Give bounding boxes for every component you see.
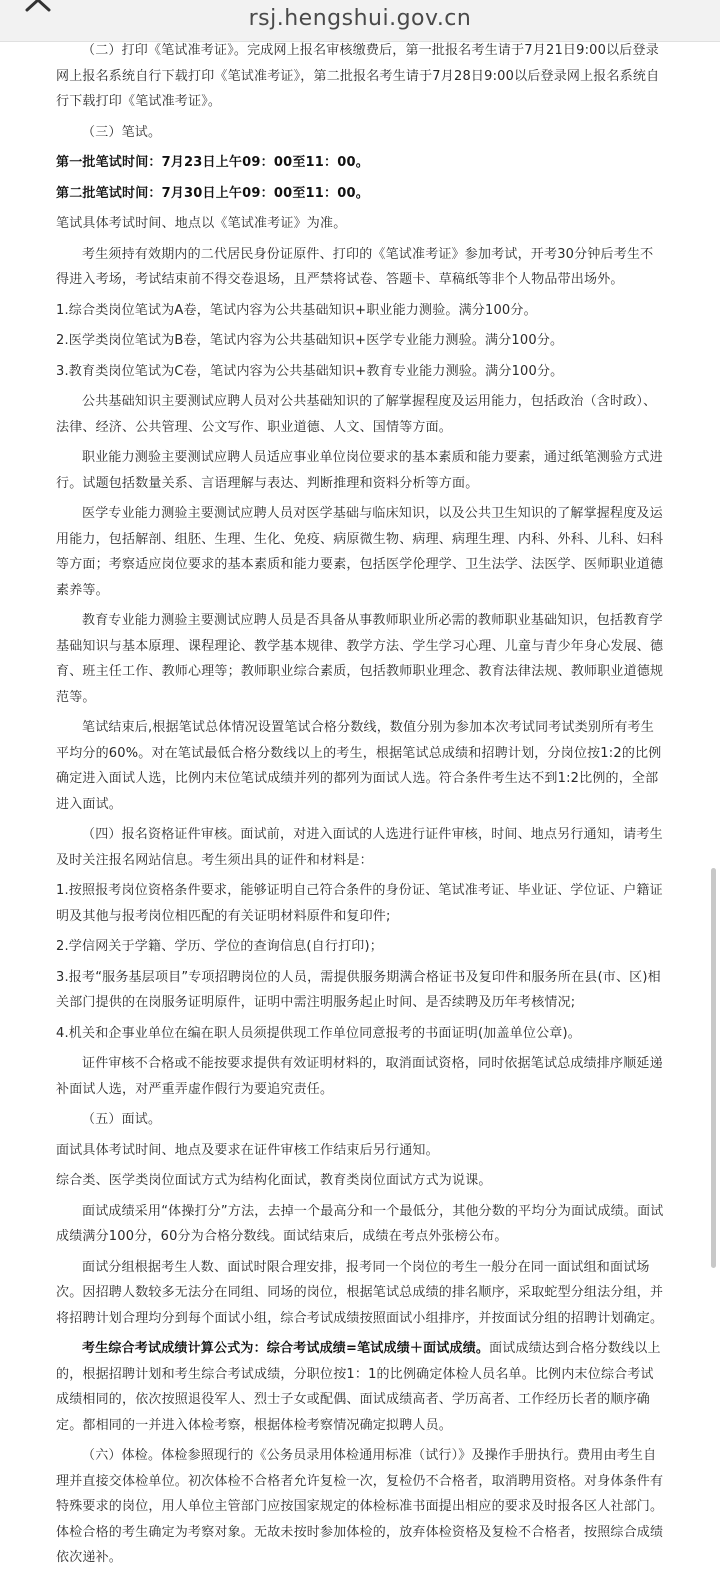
scrollbar[interactable] <box>711 868 716 1268</box>
exam-time-batch-1: 第一批笔试时间：7月23日上午09：00至11：00。 <box>56 155 369 170</box>
paragraph <box>56 1336 666 1438</box>
paragraph: 综合类、医学类岗位面试方式为结构化面试，教育类岗位面试方式为说课。 <box>56 1173 492 1188</box>
article-body <box>56 38 666 1576</box>
paragraph: 教育专业能力测验主要测试应聘人员是否具备从事教师职业所必需的教师职业基础知识，包括教育学基础知识与基本原理、课程理论、教学基本规律、教学方法、学生学习心理、儿童与青少年身心发展、德育、班主任工作、教师心理等；教师职业综合素质，包括教师职业理念、教育法律法规、教师职业道德规范等。 <box>56 613 664 705</box>
section-heading: （五）面试。 <box>82 1112 162 1127</box>
score-formula: 考生综合考试成绩计算公式为：综合考试成绩=笔试成绩＋面试成绩。 <box>82 1341 490 1356</box>
list-item: 1.按照报考岗位资格条件要求，能够证明自己符合条件的身份证、笔试准考证、毕业证、学位证、户籍证明及其他与报考岗位相匹配的有关证明材料原件和复印件; <box>56 883 663 924</box>
section-heading: （三）笔试。 <box>82 124 162 140</box>
paragraph: （二）打印《笔试准考证》。完成网上报名审核缴费后，第一批报名考生请于7月21日9:00以后登录网上报名系统自行下载打印《笔试准考证》，第二批报名考生请于7月28日9:00以后登录网上报名系统自行下载打印《笔试准考证》。 <box>56 43 660 109</box>
list-item: 3.报考“服务基层项目”专项招聘岗位的人员，需提供服务期满合格证书及复印件和服务所在县(市、区)相关部门提供的在岗服务证明原件，证明中需注明服务起止时间、是否续聘及历年考核情况; <box>56 969 661 1010</box>
browser-top-bar <box>0 0 720 42</box>
exam-time-batch-2: 第二批笔试时间：7月30日上午09：00至11：00。 <box>56 185 369 201</box>
paragraph: 面试分组根据考生人数、面试时限合理安排，报考同一个岗位的考生一般分在同一面试组和面试场次。因招聘人数较多无法分在同组、同场的岗位，根据笔试总成绩的排名顺序，采取蛇型分组法分组，并将招聘计划合理均分到每个面试小组，综合考试成绩按照面试小组排序，并按面试分组的招聘计划确定。 <box>56 1259 664 1326</box>
list-item: 1.综合类岗位笔试为A卷，笔试内容为公共基础知识+职业能力测验。满分100分。 <box>56 302 537 318</box>
list-item: 4.机关和企事业单位在编在职人员须提供现工作单位同意报考的书面证明(加盖单位公章)。 <box>56 1025 581 1041</box>
paragraph: 公共基础知识主要测试应聘人员对公共基础知识的了解掌握程度及运用能力，包括政治（含时政）、法律、经济、公共管理、公文写作、职业道德、人文、国情等方面。 <box>56 394 657 435</box>
paragraph: 笔试结束后,根据笔试总体情况设置笔试合格分数线，数值分别为参加本次考试同考试类别所有考生平均分的60%。对在笔试最低合格分数线以上的考生，根据笔试总成绩和招聘计划，分岗位按1:2的比例确定进入面试人选，比例内末位笔试成绩并列的都列为面试人选。符合条件考生达不到1:2比例的，全部进入面试。 <box>56 720 662 812</box>
list-item: 2.医学类岗位笔试为B卷，笔试内容为公共基础知识+医学专业能力测验。满分100分。 <box>56 333 564 348</box>
paragraph: 职业能力测验主要测试应聘人员适应事业单位岗位要求的基本素质和能力要素，通过纸笔测验方式进行。试题包括数量关系、言语理解与表达、判断推理和资料分析等方面。 <box>56 450 663 491</box>
section-heading: （四）报名资格证件审核。面试前，对进入面试的人选进行证件审核，时间、地点另行通知，请考生及时关注报名网站信息。考生须出具的证件和材料是： <box>56 827 663 868</box>
paragraph-text: 面试成绩达到合格分数线以上的，根据招聘计划和考生综合考试成绩，分职位按1：1的比例确定体检人员名单。比例内末位综合考试成绩相同的，依次按照退役军人、烈士子女或配偶、面试成绩高者、学历高者、工作经历长者的顺序确定。都相同的一并进入体检考察，根据体检考察情况确定拟聘人员。 <box>56 1341 661 1433</box>
list-item: 3.教育类岗位笔试为C卷，笔试内容为公共基础知识+教育专业能力测验。满分100分。 <box>56 363 564 379</box>
url-address[interactable]: rsj.hengshui.gov.cn <box>248 6 472 31</box>
paragraph: 笔试具体考试时间、地点以《笔试准考证》为准。 <box>56 216 347 231</box>
paragraph: 证件审核不合格或不能按要求提供有效证明材料的，取消面试资格，同时依据笔试总成绩排序顺延递补面试人选，对严重弄虚作假行为要追究责任。 <box>56 1056 663 1097</box>
section-heading: （六）体检。体检参照现行的《公务员录用体检通用标准（试行）》及操作手册执行。费用由考生自理并直接交体检单位。初次体检不合格者允许复检一次，复检仍不合格者，取消聘用资格。对身体条件有特殊要求的岗位，用人单位主管部门应按国家规定的体检标准书面提出相应的要求及时报各区人社部门。体检合格的考生确定为考察对象。无故未按时参加体检的，放弃体检资格及复检不合格者，按照综合成绩依次递补。 <box>56 1448 664 1565</box>
list-item: 2.学信网关于学籍、学历、学位的查询信息(自行打印)； <box>56 939 383 954</box>
paragraph: 面试具体考试时间、地点及要求在证件审核工作结束后另行通知。 <box>56 1142 439 1158</box>
paragraph: 面试成绩采用“体操打分”方法，去掉一个最高分和一个最低分，其他分数的平均分为面试成绩。面试成绩满分100分，60分为合格分数线。面试结束后，成绩在考点外张榜公布。 <box>56 1203 664 1244</box>
paragraph: 考生须持有效期内的二代居民身份证原件、打印的《笔试准考证》参加考试，开考30分钟后考生不得进入考场，考试结束前不得交卷退场，且严禁将试卷、答题卡、草稿纸等非个人物品带出场外。 <box>56 246 654 287</box>
paragraph: 医学专业能力测验主要测试应聘人员对医学基础与临床知识，以及公共卫生知识的了解掌握程度及运用能力，包括解剖、组胚、生理、生化、免疫、病原微生物、病理、病理生理、内科、外科、儿科、妇科等方面；考察适应岗位要求的基本素质和能力要素，包括医学伦理学、卫生法学、法医学、医师职业道德素养等。 <box>56 506 664 598</box>
